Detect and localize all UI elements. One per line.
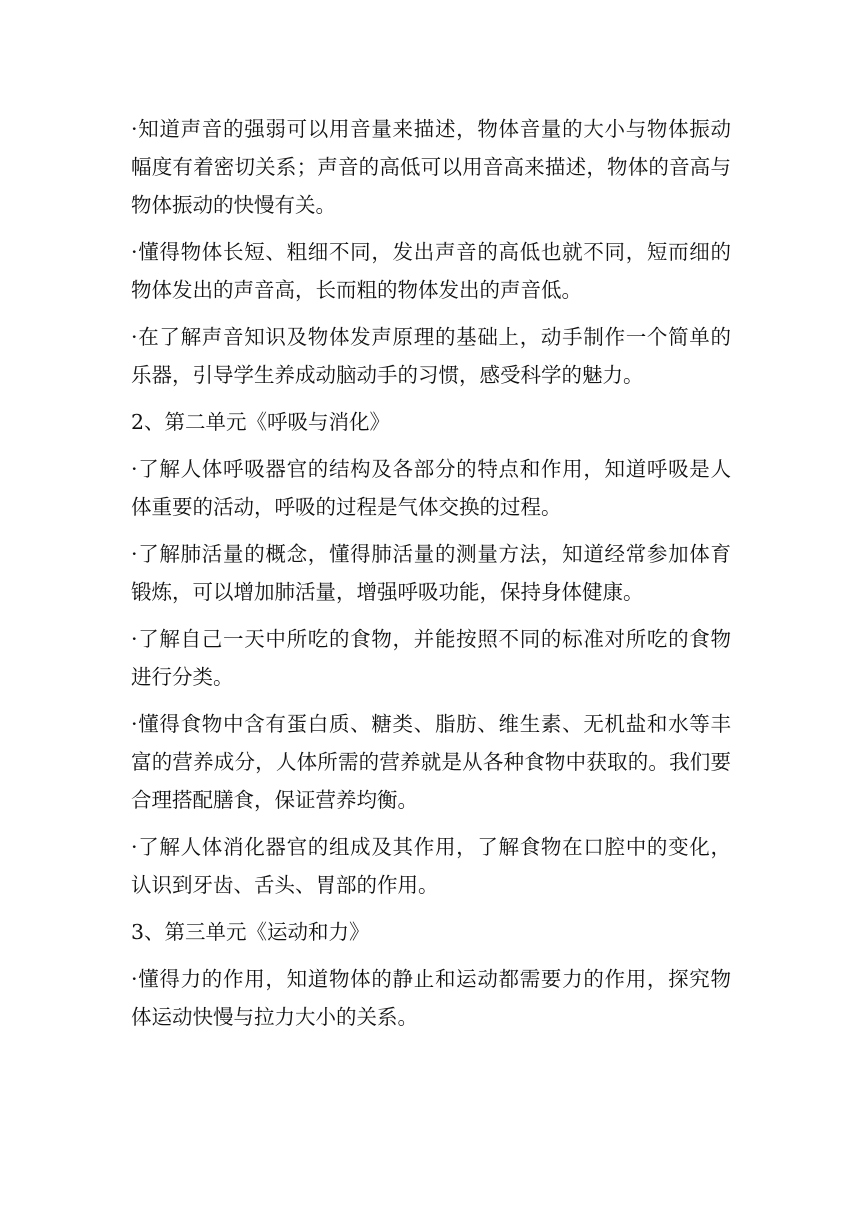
paragraph-length-thickness: ·懂得物体长短、粗细不同，发出声音的高低也就不同，短而细的物体发出的声音高，长而粗的物体发出的声音低。 <box>131 240 731 302</box>
paragraph-gap <box>131 819 731 828</box>
paragraph-respiratory-organs: ·了解人体呼吸器官的结构及各部分的特点和作用，知道呼吸是人体重要的活动，呼吸的过程是气体交换的过程。 <box>131 457 731 519</box>
paragraph-gap <box>131 309 731 318</box>
paragraph-volume-pitch: ·知道声音的强弱可以用音量来描述，物体音量的大小与物体振动幅度有着密切关系；声音的高低可以用音高来描述，物体的音高与物体振动的快慢有关。 <box>131 117 731 217</box>
paragraph-gap <box>131 224 731 233</box>
section-heading-unit-2: 2、第二单元《呼吸与消化》 <box>131 410 391 434</box>
document-body <box>131 110 731 1036</box>
paragraph-gap <box>131 696 731 705</box>
paragraph-daily-food: ·了解自己一天中所吃的食物，并能按照不同的标准对所吃的食物进行分类。 <box>131 627 731 689</box>
paragraph-gap <box>131 611 731 620</box>
paragraph-digestive-organs: ·了解人体消化器官的组成及其作用，了解食物在口腔中的变化，认识到牙齿、舌头、胃部的作用。 <box>131 835 731 897</box>
paragraph-gap <box>131 394 731 403</box>
paragraph-make-instrument: ·在了解声音知识及物体发声原理的基础上，动手制作一个简单的乐器，引导学生养成动脑动手的习惯，感受科学的魅力。 <box>131 325 731 387</box>
section-heading-unit-3: 3、第三单元《运动和力》 <box>131 920 370 944</box>
paragraph-lung-capacity: ·了解肺活量的概念，懂得肺活量的测量方法，知道经常参加体育锻炼，可以增加肺活量，增强呼吸功能，保持身体健康。 <box>131 542 731 604</box>
paragraph-nutrients: ·懂得食物中含有蛋白质、糖类、脂肪、维生素、无机盐和水等丰富的营养成分，人体所需的营养就是从各种食物中获取的。我们要合理搭配膳食，保证营养均衡。 <box>131 712 731 812</box>
paragraph-gap <box>131 526 731 535</box>
paragraph-gap <box>131 951 731 960</box>
paragraph-gap <box>131 441 731 450</box>
paragraph-force-motion: ·懂得力的作用，知道物体的静止和运动都需要力的作用，探究物体运动快慢与拉力大小的关系。 <box>131 967 731 1029</box>
paragraph-gap <box>131 904 731 913</box>
